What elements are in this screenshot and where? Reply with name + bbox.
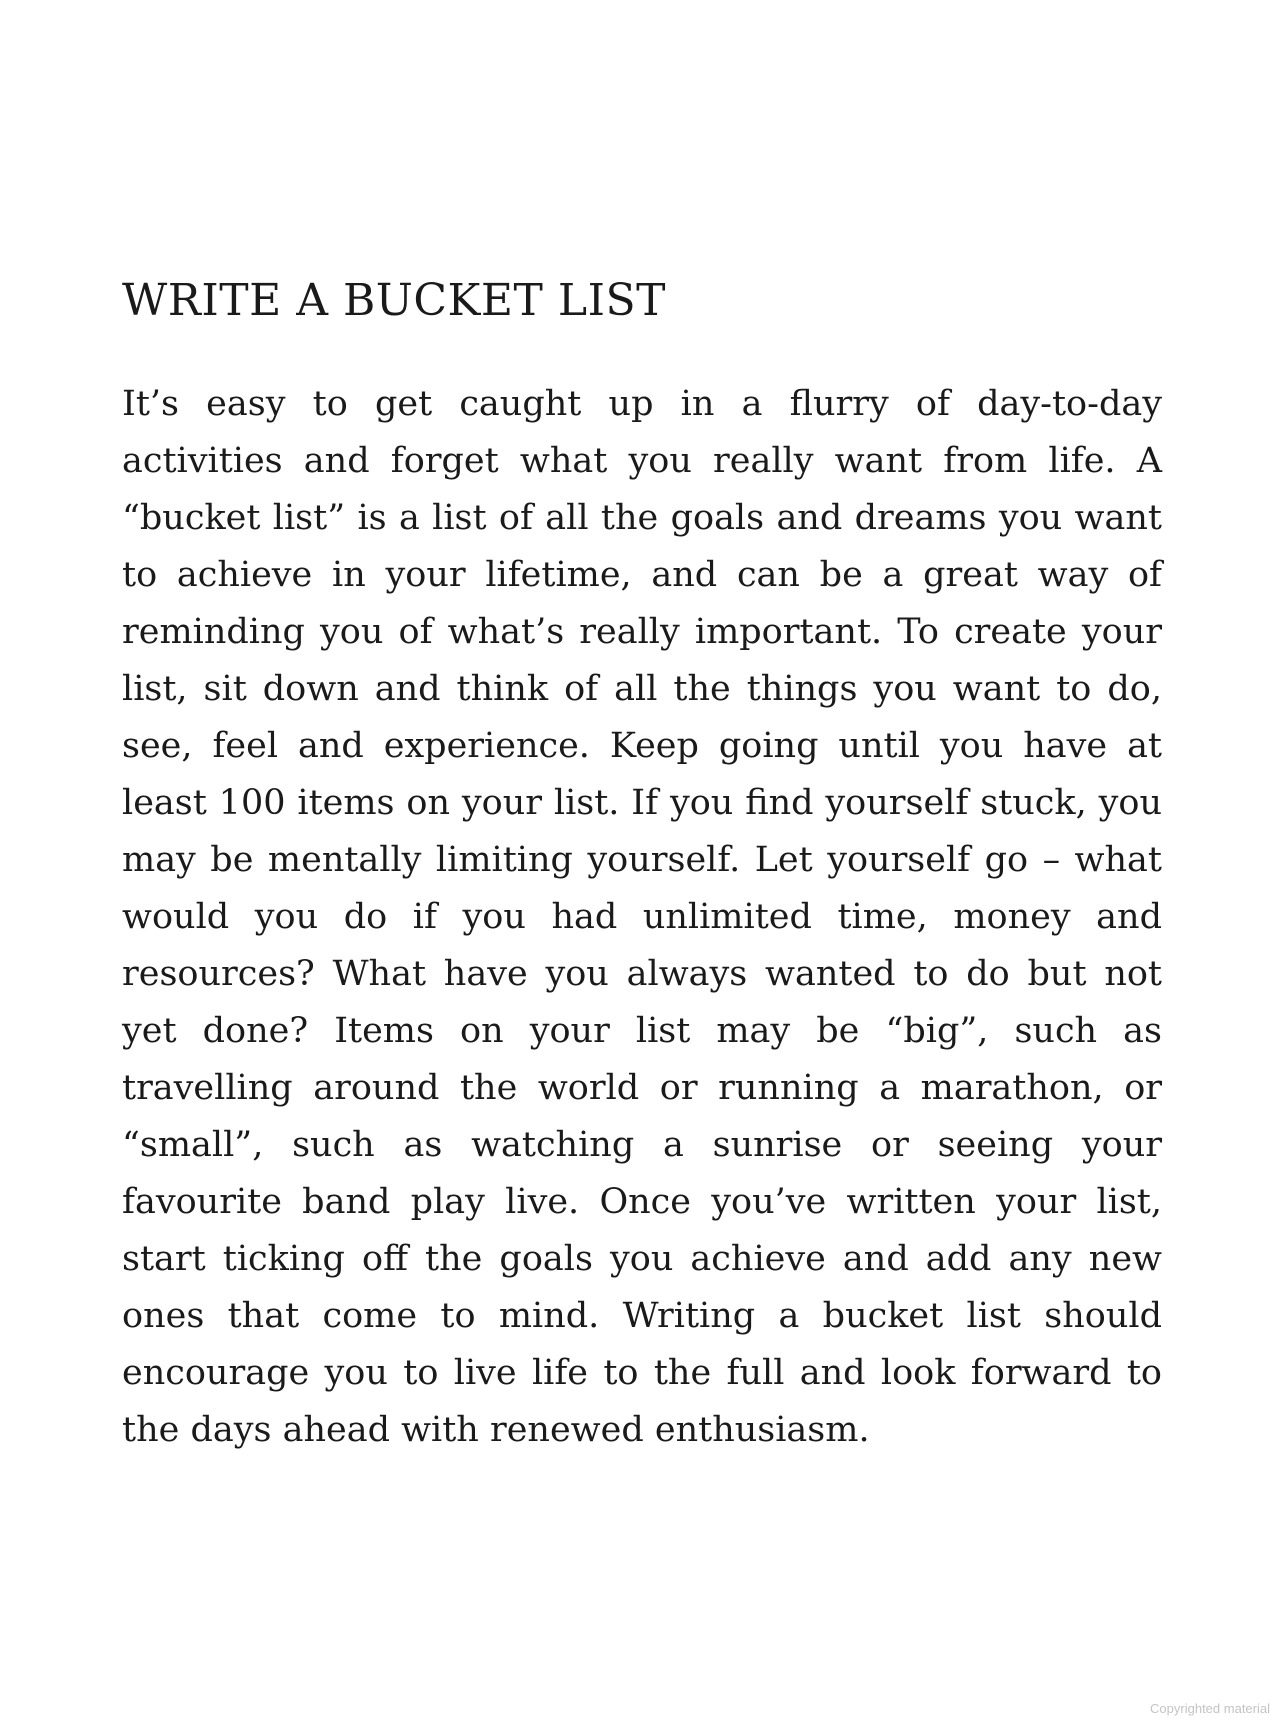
body-paragraph: It’s easy to get caught up in a flurry of day-to-day activities and forget what you really want from life. A “bucket list” is a list of all the goals and dreams you want to achieve in your lifetime, and can be a great way of reminding you of what’s really important. To create your list, sit down and think of all the things you want to do, see, feel and experience. Keep going until you have at least 100 items on your list. If you find yourself stuck, you may be mentally limiting yourself. Let yourself go – what would you do if you had unlimited time, money and resources? What have you always wanted to do but not yet done? Items on your list may be “big”, such as travelling around the world or running a marathon, or “small”, such as watching a sunrise or seeing your favourite band play live. Once you’ve written your list, start ticking off the goals you achieve and add any new ones that come to mind. Writing a bucket list should encourage you to live life to the full and look forward to the days ahead with renewed enthusiasm.: [122, 384, 1162, 1450]
page-title: WRITE A BUCKET LIST: [122, 275, 666, 326]
copyright-watermark: Copyrighted material: [1150, 1701, 1270, 1716]
